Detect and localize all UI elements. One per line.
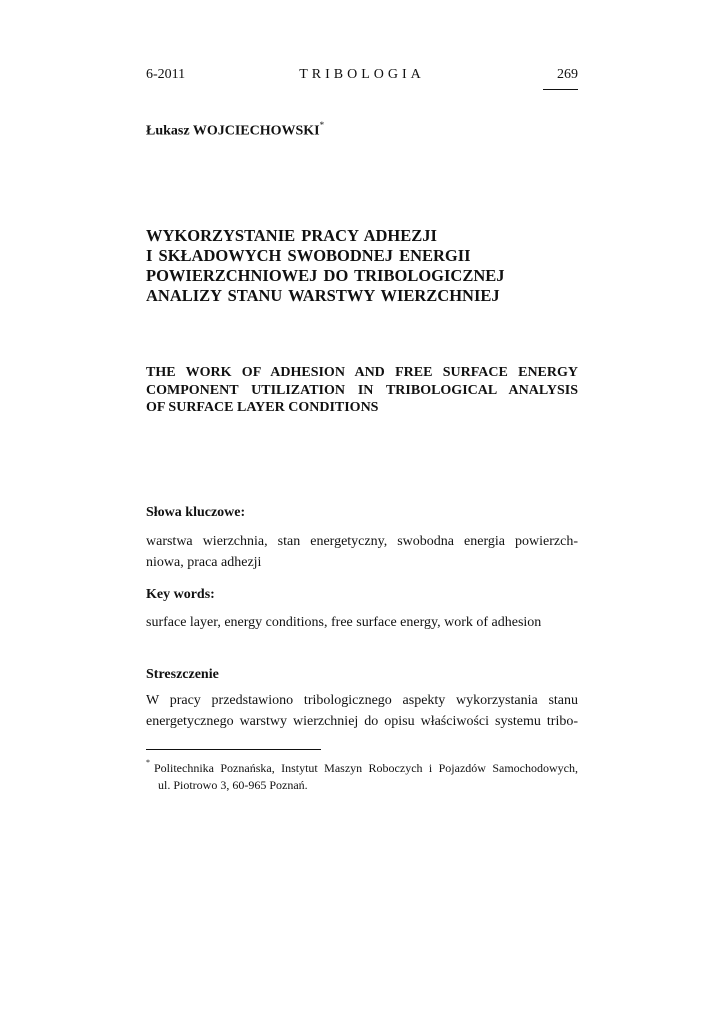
title-en-line: THE WORK OF ADHESION AND FREE SURFACE ENERGY [146, 365, 578, 380]
title-english [146, 364, 578, 417]
abstract-text [146, 690, 578, 732]
footnote-affiliation: Politechnika Poznańska, Instytut Maszyn Roboczych i Pojazdów Samochodowych, [154, 761, 578, 775]
title-pl-line: I SKŁADOWYCH SWOBODNEJ ENERGII [146, 246, 471, 265]
author-name: Łukasz WOJCIECHOWSKI [146, 123, 320, 139]
footnote-address: ul. Piotrowo 3, 60-965 Poznań. [158, 778, 308, 792]
footnote-rule [146, 749, 321, 750]
journal-name: TRIBOLOGIA [299, 67, 425, 82]
title-polish [146, 226, 586, 306]
abstract-heading: Streszczenie [146, 667, 219, 682]
keywords-pl-line: niowa, praca adhezji [146, 555, 262, 570]
author-line [146, 121, 324, 140]
header-rule [543, 89, 578, 90]
keywords-pl-heading: Słowa kluczowe: [146, 505, 246, 520]
page-number: 269 [557, 67, 578, 82]
title-en-line: COMPONENT UTILIZATION IN TRIBOLOGICAL ANALYSIS [146, 382, 578, 398]
keywords-pl-line: warstwa wierzchnia, stan energetyczny, swobodna energia powierzch- [146, 534, 578, 549]
running-header [146, 67, 578, 89]
footnote-mark: * [146, 758, 150, 767]
title-pl-line: WYKORZYSTANIE PRACY ADHEZJI [146, 226, 437, 245]
author-footnote-mark: * [319, 120, 325, 130]
abstract-line: W pracy przedstawiono tribologicznego aspekty wykorzystania stanu [146, 693, 578, 708]
keywords-en-heading: Key words: [146, 587, 215, 602]
footnote [146, 756, 578, 794]
title-pl-line: POWIERZCHNIOWEJ DO TRIBOLOGICZNEJ [146, 266, 505, 285]
title-en-line: OF SURFACE LAYER CONDITIONS [146, 400, 379, 415]
issue-number: 6-2011 [146, 67, 186, 82]
title-pl-line: ANALIZY STANU WARSTWY WIERZCHNIEJ [146, 286, 500, 305]
keywords-en-text: surface layer, energy conditions, free surface energy, work of adhesion [146, 615, 542, 630]
abstract-line: energetycznego warstwy wierzchniej do opisu właściwości systemu tribo- [146, 714, 578, 729]
keywords-pl-text [146, 531, 578, 573]
